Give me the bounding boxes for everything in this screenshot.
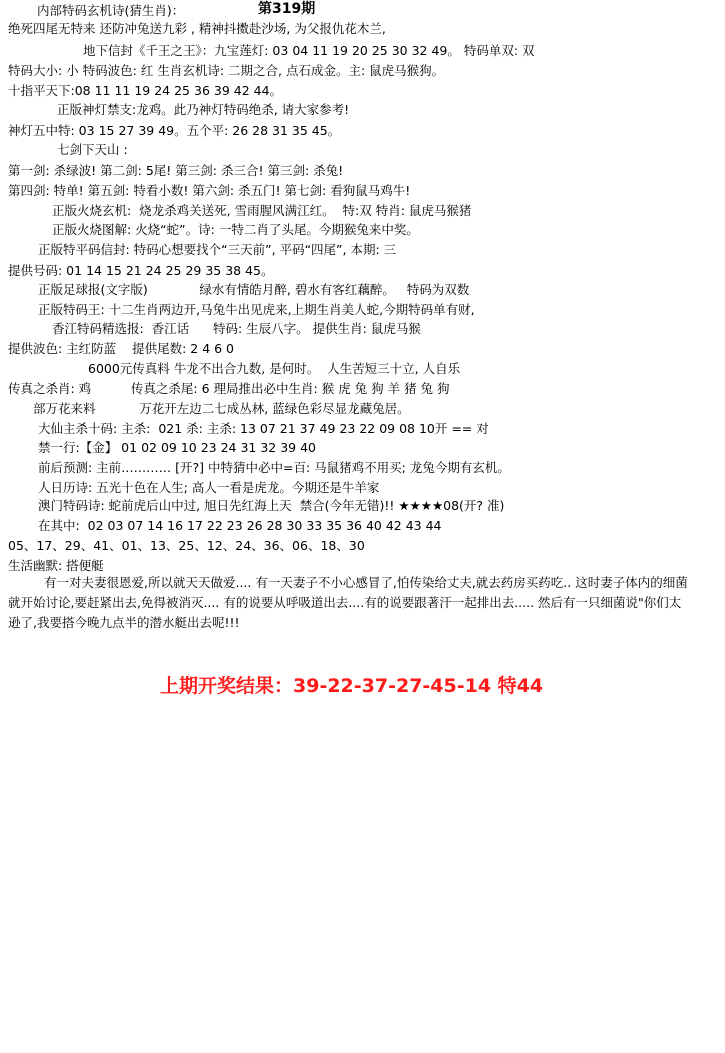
line-football-report: 正版足球报(文字版) 绿水有情皓月醉, 碧水有客红藕醉。 特码为双数 — [38, 282, 470, 297]
line-divine-lamp-ban: 正版神灯禁支:龙鸡。此乃神灯特码绝杀, 请大家参考! — [57, 102, 350, 117]
line-seven-swords-title: 七剑下天山 : — [57, 142, 128, 157]
line-swords-1: 第一剑: 杀绿波! 第二剑: 5尾! 第三剑: 杀三合! 第三剑: 杀兔! — [8, 163, 344, 178]
line-special-king: 正版特码王: 十二生肖两边开,马兔牛出见虎来,上期生肖美人蛇,今期特码单有财, — [38, 302, 475, 317]
last-draw-result: 上期开奖结果：39-22-37-27-45-14 特44 — [160, 675, 544, 697]
line-special-envelope: 正版特平码信封: 特码心想要找个“三天前”, 平码“四尾”, 本期: 三 — [38, 242, 397, 257]
line-ten-fingers: 十指平天下:08 11 11 19 24 25 36 39 42 44。 — [8, 83, 283, 98]
line-wave-color: 提供波色: 主红防蓝 提供尾数: 2 4 6 0 — [8, 341, 234, 356]
line-calendar-poem: 人日历诗: 五光十色在人生; 高人一看是虎龙。今期还是牛羊家 — [38, 480, 380, 495]
line-hongkong-report: 香江特码精选报: 香江话 特码: 生辰八字。 提供生肖: 鼠虎马猴 — [52, 321, 421, 336]
line-divine-lamp-five: 神灯五中特: 03 15 27 39 49。五个平: 26 28 31 35 45。 — [8, 123, 341, 138]
line-swords-2: 第四剑: 特单! 第五剑: 特看小数! 第六剑: 杀五门! 第七剑: 看狗鼠马鸡牛! — [8, 183, 411, 198]
line-fax-kill: 传真之杀肖: 鸡 传真之杀尾: 6 理局推出必中生肖: 猴 虎 兔 狗 羊 猪 兔 狗 — [8, 381, 450, 396]
line-fire-mystery: 正版火烧玄机: 烧龙杀鸡关送死, 雪雨腥风满江红。 特:双 特肖: 鼠虎马猴猪 — [52, 203, 472, 218]
line-provided-numbers: 提供号码: 01 14 15 21 24 25 29 35 38 45。 — [8, 263, 274, 278]
line-underground-envelope: 地下信封《千王之王》：九宝莲灯: 03 04 11 19 20 25 30 32 49。 特码单双: 双 — [83, 43, 535, 58]
line-ban-row: 禁一行:【金】 01 02 09 10 23 24 31 32 39 40 — [38, 440, 317, 455]
header-title: 内部特码玄机诗(猜生肖)： — [37, 3, 185, 18]
line-immortal-kill: 大仙主杀十码: 主杀: 021 杀: 主杀: 13 07 21 37 49 23 22 09 08 10开 == 对 — [38, 421, 489, 436]
line-wanhua: 部万花来料 万花开左边二七成丛林, 蓝绿色彩尽显龙藏兔居。 — [33, 401, 410, 416]
line-humor-title: 生活幽默: 搭便艇 — [8, 558, 104, 573]
line-prediction: 前后预测: 主前………… [开?] 中特猜中必中=百: 马鼠猪鸡不用买; 龙兔今期有玄机。 — [38, 460, 510, 475]
line-number-series: 05、17、29、41、01、13、25、12、24、36、06、18、30 — [8, 538, 365, 553]
line-size-color: 特码大小: 小 特码波色: 红 生肖玄机诗: 二期之合, 点石成金。主: 鼠虎马猴狗。 — [8, 63, 445, 78]
issue-number: 第319期 — [258, 1, 316, 17]
line-fire-diagram: 正版火烧图解: 火烧“蛇”。诗: 一特二肖了头尾。今期猴兔来中奖。 — [52, 222, 419, 237]
line-macau-poem: 澳门特码诗: 蛇前虎后山中过, 旭日先红海上天 禁合(今年无错)!! ★★★★08(开? 准) — [38, 498, 505, 513]
humor-story: 有一对夫妻很恩爱,所以就天天做爱.... 有一天妻子不小心感冒了,怕传染给丈夫,就去药房买药吃.. 这时妻子体内的细菌就开始讨论,要赶紧出去,免得被消灭.... 有的说要从呼吸道出去....有的说要跟著汗一起排出去..... 然后有一只细菌说"你们太逊了,我要搭今晚九点半的潜水艇出去呢!!! — [8, 575, 688, 630]
line-poem: 绝死四尾无特来 还防冲兔送九彩 , 精神抖擞赴沙场, 为父报仇花木兰, — [8, 21, 386, 36]
line-among-them: 在其中: 02 03 07 14 16 17 22 23 26 28 30 33 35 36 40 42 43 44 — [38, 518, 442, 533]
line-fax-material: 6000元传真料 牛龙不出合九数, 是何时。 人生苦短三十立, 人自乐 — [88, 361, 461, 376]
